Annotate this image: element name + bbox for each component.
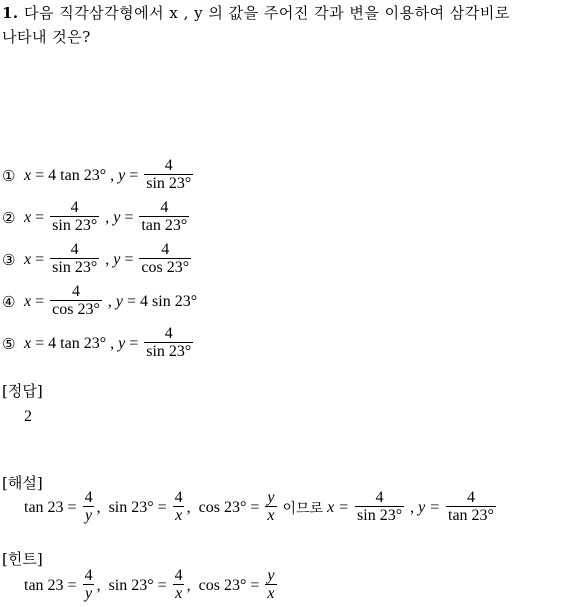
hint-sin-fraction: $\frac{4}{x}$ — [174, 567, 183, 602]
explanation-tan-fraction: $\frac{4}{y}$ — [84, 489, 93, 524]
answer-value: 2 — [24, 408, 32, 425]
explanation-tan-lhs: tan 23 = — [24, 498, 77, 516]
option-5-x: 4 tan 23° — [48, 334, 107, 352]
question-line-2 — [2, 26, 91, 47]
hint-tan-lhs: tan 23 = — [24, 576, 77, 594]
question-number: 1. — [2, 4, 19, 22]
explanation-sin-lhs: sin 23° = — [108, 498, 167, 516]
option-marker: ① — [2, 166, 16, 185]
explanation-y-lhs: y = — [418, 498, 440, 516]
question-line-1 — [2, 2, 510, 23]
explanation-x-lhs: x = — [327, 498, 350, 516]
explanation-label: [해설] — [2, 474, 43, 492]
option-2-x-fraction: $\frac{4}{\sin 23^\circ}$ — [52, 199, 98, 234]
option-marker: ⑤ — [2, 334, 16, 353]
option-3-x-fraction: $\frac{4}{\sin 23^\circ}$ — [52, 241, 98, 276]
option-4[interactable]: ④ x = $\frac{4}{\cos 23^\circ}$ , y = 4 sin 23° — [2, 283, 198, 318]
answer-label: [정답] — [2, 382, 43, 400]
option-1-y-fraction: $\frac{4}{\sin 23^\circ}$ — [146, 157, 192, 192]
option-marker: ④ — [2, 292, 16, 311]
option-2-y-fraction: $\frac{4}{\tan 23^\circ}$ — [141, 199, 188, 234]
hint-cos-lhs: cos 23° = — [198, 576, 260, 594]
option-3-y-fraction: $\frac{4}{\cos 23^\circ}$ — [141, 241, 190, 276]
option-1-x: 4 tan 23° — [48, 166, 107, 184]
hint-tan-fraction: $\frac{4}{y}$ — [84, 567, 93, 602]
hint-sin-lhs: sin 23° = — [108, 576, 167, 594]
hint-body: tan 23 = $\frac{4}{y}$ , sin 23° = $\frac{4}{x}$ , cos 23° = $\frac{y}{x}$ — [24, 567, 275, 602]
option-3[interactable]: ③ x = $\frac{4}{\sin 23^\circ}$ , y = $\frac{4}{\cos 23^\circ}$ — [2, 241, 190, 276]
option-1[interactable]: ① x = 4 tan 23° , y = $\frac{4}{\sin 23^\circ}$ — [2, 157, 192, 192]
figure-area — [0, 50, 572, 165]
option-marker: ③ — [2, 250, 16, 269]
option-5-y-fraction: $\frac{4}{\sin 23^\circ}$ — [146, 325, 192, 360]
option-2[interactable]: ② x = $\frac{4}{\sin 23^\circ}$ , y = $\frac{4}{\tan 23^\circ}$ — [2, 199, 188, 234]
explanation-cos-lhs: cos 23° = — [198, 498, 260, 516]
explanation-cos-fraction: $\frac{y}{x}$ — [267, 489, 275, 524]
question-text-line-1: 다음 직각삼각형에서 x , y 의 값을 주어진 각과 변을 이용하여 삼각비로 — [23, 4, 510, 22]
hint-cos-fraction: $\frac{y}{x}$ — [267, 567, 275, 602]
question-text-line-2: 나타내 것은? — [2, 28, 91, 46]
option-5[interactable]: ⑤ x = 4 tan 23° , y = $\frac{4}{\sin 23^\circ}$ — [2, 325, 192, 360]
hint-label: [힌트] — [2, 550, 43, 568]
option-4-x-fraction: $\frac{4}{\cos 23^\circ}$ — [52, 283, 100, 318]
explanation-connector: 이므로 — [282, 500, 324, 517]
option-marker: ② — [2, 208, 16, 227]
explanation-sin-fraction: $\frac{4}{x}$ — [174, 489, 183, 524]
explanation-y-fraction: $\frac{4}{\tan 23^\circ}$ — [448, 489, 494, 524]
explanation-x-fraction: $\frac{4}{\sin 23^\circ}$ — [357, 489, 403, 524]
option-4-y: 4 sin 23° — [140, 292, 198, 310]
explanation-body: tan 23 = $\frac{4}{y}$ , sin 23° = $\frac{4}{x}$ , cos 23° = $\frac{y}{x}$ 이므로 x = $\frac{4}{\sin 23^\circ}$ , y = $\frac{4}{\tan 23^\circ}$ — [24, 489, 494, 524]
